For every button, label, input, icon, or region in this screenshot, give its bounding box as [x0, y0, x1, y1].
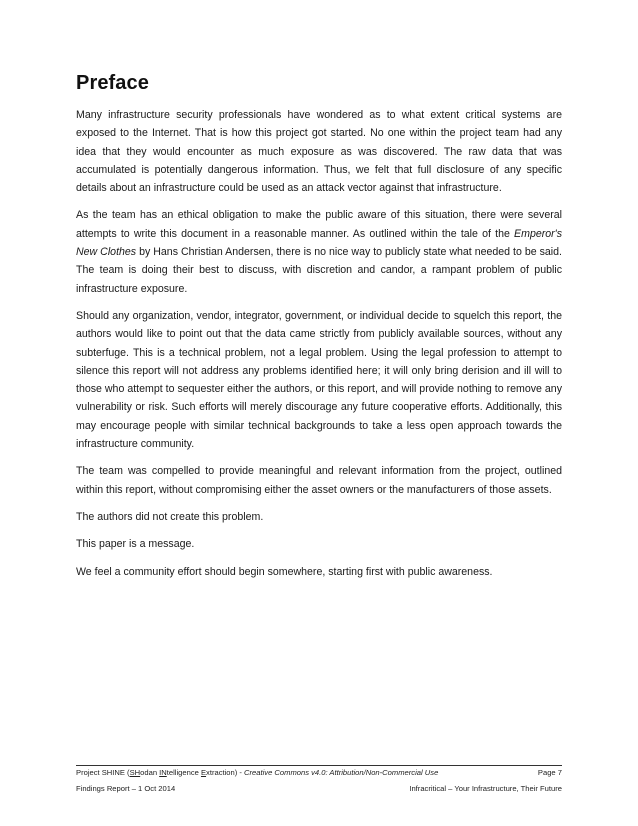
footer-line-2	[76, 783, 562, 794]
paragraph-3: Should any organization, vendor, integrator, government, or individual decide to squelch this report, the authors would like to point out that the data came strictly from publicly available sources, without any subterfuge. This is a technical problem, not a legal problem. Using the legal profession to attempt to silence this report will not address any problems identified here; it will only bring derision and ill will to those who attempt to sequester either the authors, or this report, and will provide nothing to remove any vulnerability or risk. Such efforts will merely discourage any future cooperative efforts. Additionally, this may encourage people with similar technical backgrounds to take a less open approach towards the infrastructure community.	[76, 309, 562, 451]
footer-divider	[76, 765, 562, 766]
paragraph-7: We feel a community effort should begin somewhere, starting first with public awareness.	[76, 565, 493, 578]
paragraph-5: The authors did not create this problem.	[76, 510, 264, 523]
paragraph-1: Many infrastructure security professionals have wondered as to what extent critical systems are exposed to the Internet. That is how this project got started. No one within the project team had any idea that they would encounter as much exposure as was discovered. The raw data that was accumulated is potentially dangerous information. Thus, we felt that full disclosure of any specific details about an infrastructure could be used as an attack vector against that infrastructure.	[76, 109, 562, 195]
paragraph-2-part-b: by Hans Christian Andersen, there is no nice way to publicly state what needed to be said. The team is doing their best to discuss, with discretion and candor, a rampant problem of public infrastructure exposure.	[76, 246, 562, 295]
footer-report-date: Findings Report – 1 Oct 2014	[76, 784, 176, 793]
body-text	[76, 106, 562, 590]
page-heading: Preface	[76, 72, 149, 94]
paragraph-6: This paper is a message.	[76, 538, 195, 551]
paragraph-2-part-a: As the team has an ethical obligation to make the public aware of this situation, there were several attempts to write this document in a reasonable manner. As outlined within the tale of the	[76, 209, 562, 240]
footer-license: Creative Commons v4.0: Attribution/Non-Commercial Use	[244, 768, 439, 777]
footer-line-1	[76, 767, 562, 778]
page-number: Page 7	[537, 768, 562, 777]
paragraph-2	[76, 206, 562, 297]
emperors-new-clothes-title: Emperor's New Clothes	[76, 227, 562, 259]
footer-project-credit: Project SHINE (SHodan INtelligence Extraction) - Creative Commons v4.0: Attribution/Non-Commercial Use	[76, 768, 439, 777]
paragraph-4: The team was compelled to provide meaningful and relevant information from the project, outlined within this report, without compromising either the asset owners or the manufacturers of those assets.	[76, 465, 562, 496]
footer-tagline: Infracritical – Your Infrastructure, Their Future	[409, 784, 562, 793]
